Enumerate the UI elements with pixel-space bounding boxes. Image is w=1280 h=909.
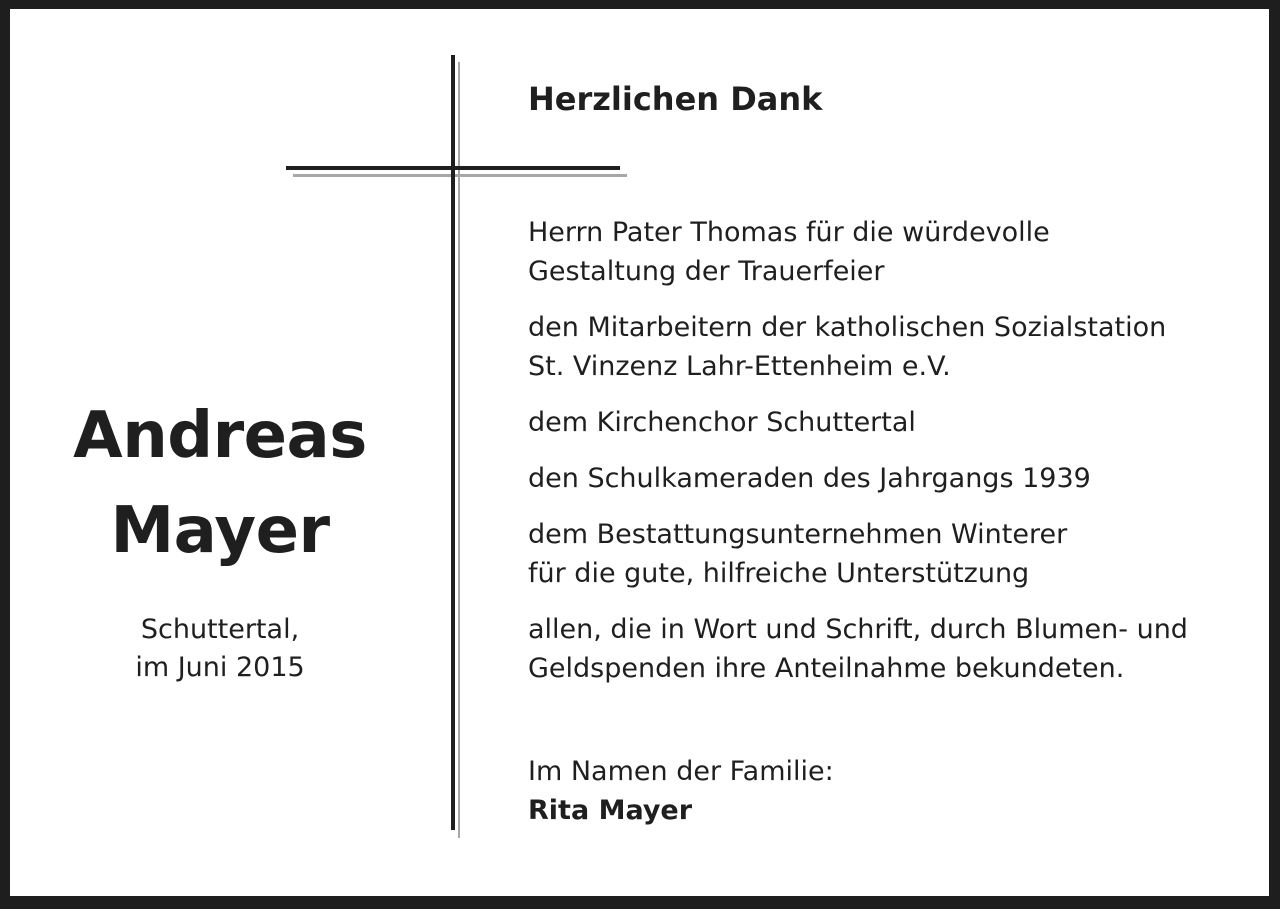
thanks-item — [528, 308, 1258, 386]
place: Schuttertal, — [140, 614, 300, 645]
cross-vertical-bar — [451, 55, 455, 830]
thanks-heading: Herzlichen Dank — [528, 80, 823, 118]
thanks-item — [528, 403, 1258, 442]
obituary-card — [10, 9, 1269, 896]
date: im Juni 2015 — [135, 652, 305, 683]
thanks-line: für die gute, hilfreiche Unterstützung — [528, 558, 1030, 589]
thanks-line: den Schulkameraden des Jahrgangs 1939 — [528, 463, 1091, 494]
thanks-item — [528, 459, 1258, 498]
signature — [528, 752, 834, 830]
thanks-line: St. Vinzenz Lahr-Ettenheim e.V. — [528, 351, 951, 382]
deceased-last-name: Mayer — [110, 494, 330, 568]
deceased-name — [40, 389, 400, 579]
thanks-line: Geldspenden ihre Anteilnahme bekundeten. — [528, 653, 1125, 684]
thanks-line: Gestaltung der Trauerfeier — [528, 256, 885, 287]
cross-horizontal-bar — [286, 166, 620, 170]
signature-intro: Im Namen der Familie: — [528, 756, 834, 787]
thanks-line: allen, die in Wort und Schrift, durch Blumen- und — [528, 614, 1188, 645]
cross-vertical-shadow — [458, 62, 460, 838]
thanks-line: den Mitarbeitern der katholischen Sozialstation — [528, 312, 1167, 343]
thanks-line: dem Kirchenchor Schuttertal — [528, 407, 916, 438]
thanks-line: dem Bestattungsunternehmen Winterer — [528, 519, 1068, 550]
thanks-item — [528, 213, 1258, 291]
thanks-list — [528, 213, 1258, 705]
thanks-line: Herrn Pater Thomas für die würdevolle — [528, 217, 1050, 248]
cross-horizontal-shadow — [293, 174, 627, 177]
signer-name: Rita Mayer — [528, 795, 693, 826]
thanks-item — [528, 515, 1258, 593]
deceased-first-name: Andreas — [73, 399, 367, 473]
place-date — [100, 611, 340, 687]
thanks-item — [528, 610, 1258, 688]
